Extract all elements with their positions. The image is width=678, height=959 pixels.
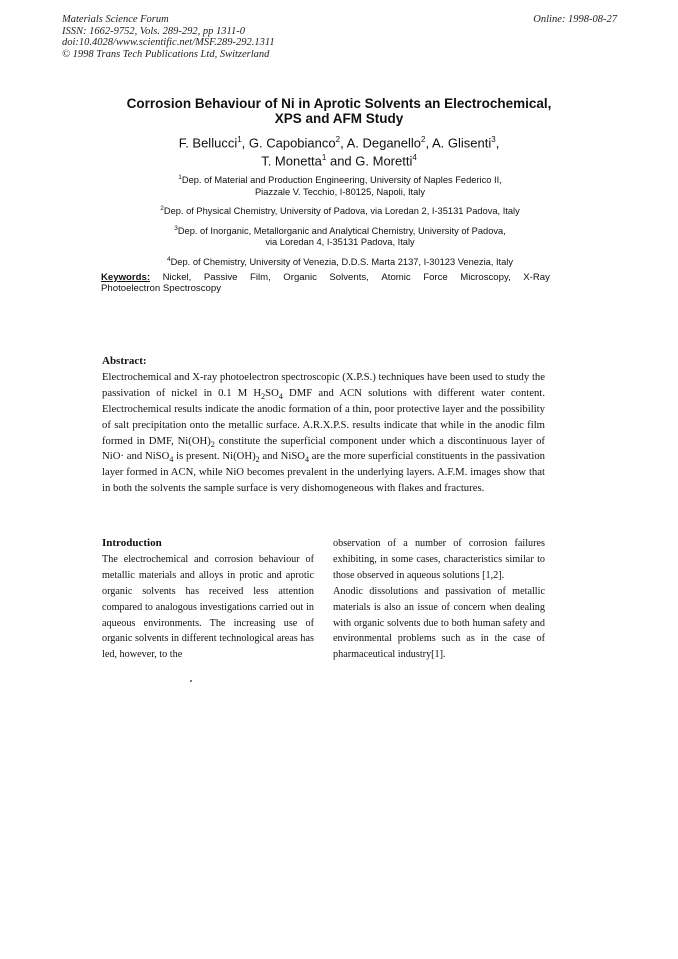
- online-date: Online: 1998-08-27: [533, 14, 617, 25]
- author-sup: 4: [412, 153, 417, 163]
- author-capobianco: , G. Capobianco: [241, 135, 336, 151]
- subscript: 4: [305, 455, 309, 465]
- abstract-section: [102, 354, 545, 497]
- paper-title: [100, 96, 578, 126]
- affiliation-text: via Loredan 4, I-35131 Padova, Italy: [265, 237, 415, 248]
- abstract-heading: Abstract:: [102, 355, 147, 367]
- subscript: 4: [278, 391, 283, 401]
- affiliation-text: Piazzale V. Tecchio, I-80125, Napoli, Italy: [254, 186, 426, 197]
- affiliation-text: Dep. of Chemistry, University of Venezia, D.D.S. Marta 2137, I-30123 Venezia, Italy: [170, 256, 514, 267]
- keywords-line-2: Photoelectron Spectroscopy: [101, 283, 221, 294]
- abstract-text: [102, 370, 545, 497]
- author-sup: 1: [237, 135, 242, 144]
- affiliation-text: Dep. of Material and Production Engineering, University of Naples Federico II,: [181, 175, 502, 186]
- abstract-run: Electrochemical and X-ray photoelectron spectroscopic (X.P.S.) techniques have been used to study the passivation of nickel in 0.1 M H: [102, 370, 545, 399]
- author-sup: 3: [491, 135, 496, 144]
- keyword: Force: [423, 272, 448, 283]
- abstract-run: are the more superficial constituents in the passivation layer formed in ACN, while NiO becomes prevalent in the underlying layers. A.F.M. images show that in both the solvents the sample surface is very dishomogeneous with flakes and fractures.: [102, 450, 546, 495]
- affiliation-text: Dep. of Physical Chemistry, University of Padova, via Loredan 2, I-35131 Padova, Italy: [163, 206, 520, 217]
- title-line-1: Corrosion Behaviour of Ni in Aprotic Solvents an Electrochemical,: [126, 96, 552, 111]
- abstract-run: SO: [265, 386, 279, 399]
- keyword: Passive: [203, 272, 238, 283]
- affiliation-1: [90, 172, 590, 198]
- keyword: Film,: [249, 272, 271, 283]
- journal-name: Materials Science Forum: [62, 14, 169, 25]
- stray-mark: [190, 680, 192, 682]
- issn-line: ISSN: 1662-9752, Vols. 289-292, pp 1311-0: [62, 25, 245, 37]
- keyword: X-Ray: [523, 272, 550, 283]
- introduction-paragraph: observation of a number of corrosion failures exhibiting, in some cases, characteristics similar to those observed in aqueous solutions [1,2].: [333, 538, 545, 581]
- introduction-column-2: [333, 536, 545, 663]
- keyword: Nickel,: [162, 272, 192, 283]
- author-sup: 1: [321, 153, 327, 163]
- keyword: Solvents,: [329, 272, 369, 283]
- affiliation-number: 1: [178, 174, 182, 181]
- title-line-2: XPS and AFM Study: [274, 111, 404, 126]
- abstract-run: is present. Ni(OH): [173, 450, 256, 463]
- author-line-2: [100, 150, 578, 168]
- copyright-line: © 1998 Trans Tech Publications Ltd, Switzerland: [62, 48, 270, 60]
- author-deganello: , A. Deganello: [340, 135, 422, 151]
- author-monetta: T. Monetta: [261, 153, 322, 169]
- author-sup: 2: [335, 135, 341, 144]
- keyword: Atomic: [381, 272, 411, 283]
- subscript: 2: [261, 391, 266, 401]
- subscript: 2: [255, 455, 260, 465]
- affiliation-4: [90, 254, 590, 269]
- author-list: [100, 132, 578, 169]
- introduction-heading: Introduction: [102, 537, 162, 549]
- introduction-paragraph: Anodic dissolutions and passivation of metallic materials is also an issue of concern when dealing with organic solvents due to both human safety and environmental problems such as in the case of pharmaceutical industry[1].: [333, 585, 545, 661]
- keywords-row: [101, 272, 550, 283]
- affiliation-number: 2: [160, 205, 164, 213]
- abstract-run: DMF and ACN solutions with different water content. Electrochemical results indicate the anodic formation of a thin, poor protective layer and the possibility of salt precipitation onto the metallic surface. A.R.X.P.S. results indicate that while in the anodic film formed in DMF, Ni(OH): [102, 386, 545, 447]
- subscript: 2: [210, 439, 215, 449]
- doi-line: doi:10.4028/www.scientific.net/MSF.289-292.1311: [62, 37, 275, 49]
- author-glisenti: , A. Glisenti: [425, 135, 492, 151]
- introduction-column-1: [102, 536, 314, 663]
- author-moretti: and G. Moretti: [326, 153, 413, 169]
- affiliation-number: 4: [166, 255, 171, 263]
- affiliation-number: 3: [174, 224, 178, 232]
- affiliation-3: [90, 223, 590, 249]
- subscript: 4: [169, 455, 174, 465]
- author-sup: 2: [421, 135, 426, 144]
- abstract-run: constitute the superficial component under which a discontinuous layer of NiO· and NiSO: [102, 434, 545, 463]
- author-line-1: [100, 132, 578, 150]
- affiliations: [90, 172, 590, 273]
- introduction-paragraph: The electrochemical and corrosion behaviour of metallic materials and alloys in protic and aprotic organic solvents has received less attention compared to analogous investigations carried out in aqueous environments. The increasing use of organic solvents in different technological areas has led, however, to the: [102, 553, 314, 661]
- keyword: Microscopy,: [460, 272, 511, 283]
- keywords-block: [101, 272, 550, 294]
- author-bellucci: F. Bellucci: [178, 135, 238, 151]
- affiliation-2: [90, 203, 590, 218]
- abstract-run: and NiSO: [259, 450, 305, 463]
- affiliation-text: Dep. of Inorganic, Metallorganic and Analytical Chemistry, University of Padova,: [177, 225, 506, 236]
- author-sep: ,: [495, 135, 500, 151]
- journal-header: [62, 14, 617, 60]
- keywords-label: Keywords:: [101, 272, 151, 283]
- keyword: Organic: [283, 272, 317, 283]
